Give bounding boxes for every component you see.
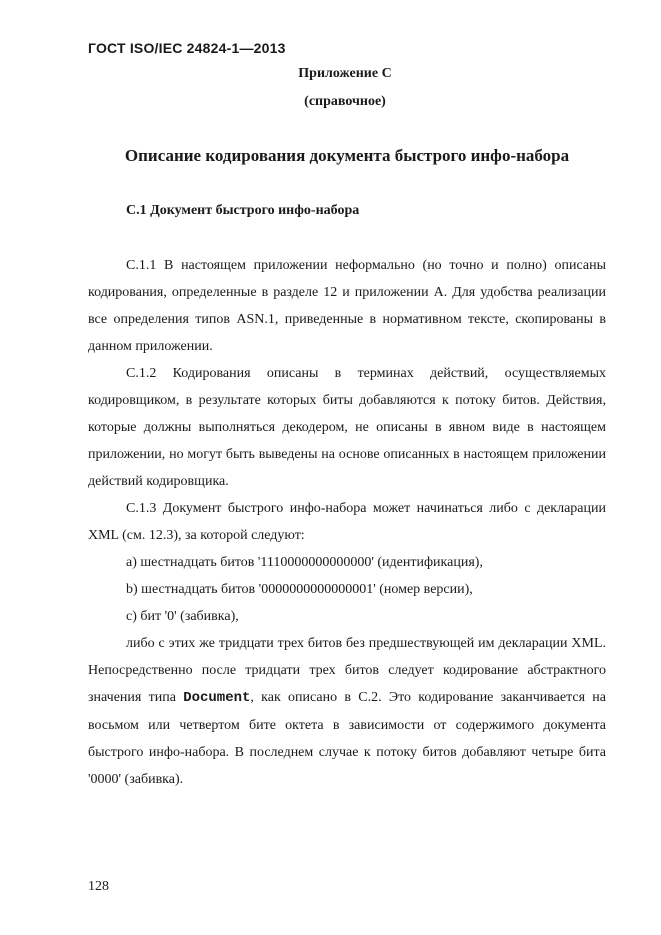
paragraph-c-1-3: С.1.3 Документ быстрого инфо-набора может начинаться либо с декларации XML (см. 12.3), за которой следуют: [88,501,606,543]
paragraph-c-1-1: С.1.1 В настоящем приложении неформально (но точно и полно) описаны кодирования, определенные в разделе 12 и приложении А. Для удобства реализации все определения типов ASN.1, приведенные в нормативном тексте, скопированы в данном приложении. [88,258,606,354]
list-item-c: с) бит '0' (забивка), [126,609,239,624]
list-item-a: а) шестнадцать битов '1110000000000000' (идентификация), [126,555,483,570]
body-text [88,252,606,793]
code-type-name: Document [183,690,251,706]
paragraph-continuation [88,630,606,793]
main-heading: Описание кодирования документа быстрого инфо-набора [124,146,570,165]
annex-title: Приложение С [298,66,392,81]
list-item-b: b) шестнадцать битов '0000000000000001' (номер версии), [126,582,473,597]
continuation-text-start: либо с этих же тридцати трех битов без предшествующей им декларации XML. Непосредственно после тридцати трех битов следует кодирование абстрактного значения типа [88,636,606,705]
section-heading: С.1 Документ быстрого инфо-набора [126,203,360,218]
annex-type: (справочное) [304,94,386,109]
paragraph-c-1-2: С.1.2 Кодирования описаны в терминах действий, осуществляемых кодировщиком, в результате которых биты добавляются к потоку битов. Действия, которые должны выполняться декодером, не описаны в явном виде в настоящем приложении, но могут быть выведены на основе описанных в настоящем приложении действий кодировщика. [88,366,606,489]
continuation-text-end: , как описано в С.2. Это кодирование заканчивается на восьмом или четвертом бите октета в зависимости от содержимого документа быстрого инфо-набора. В последнем случае к потоку битов добавляют четыре бита '0000' (забивка). [88,690,606,787]
page-number: 128 [88,879,109,894]
document-header: ГОСТ ISO/IEC 24824-1—2013 [88,40,286,56]
